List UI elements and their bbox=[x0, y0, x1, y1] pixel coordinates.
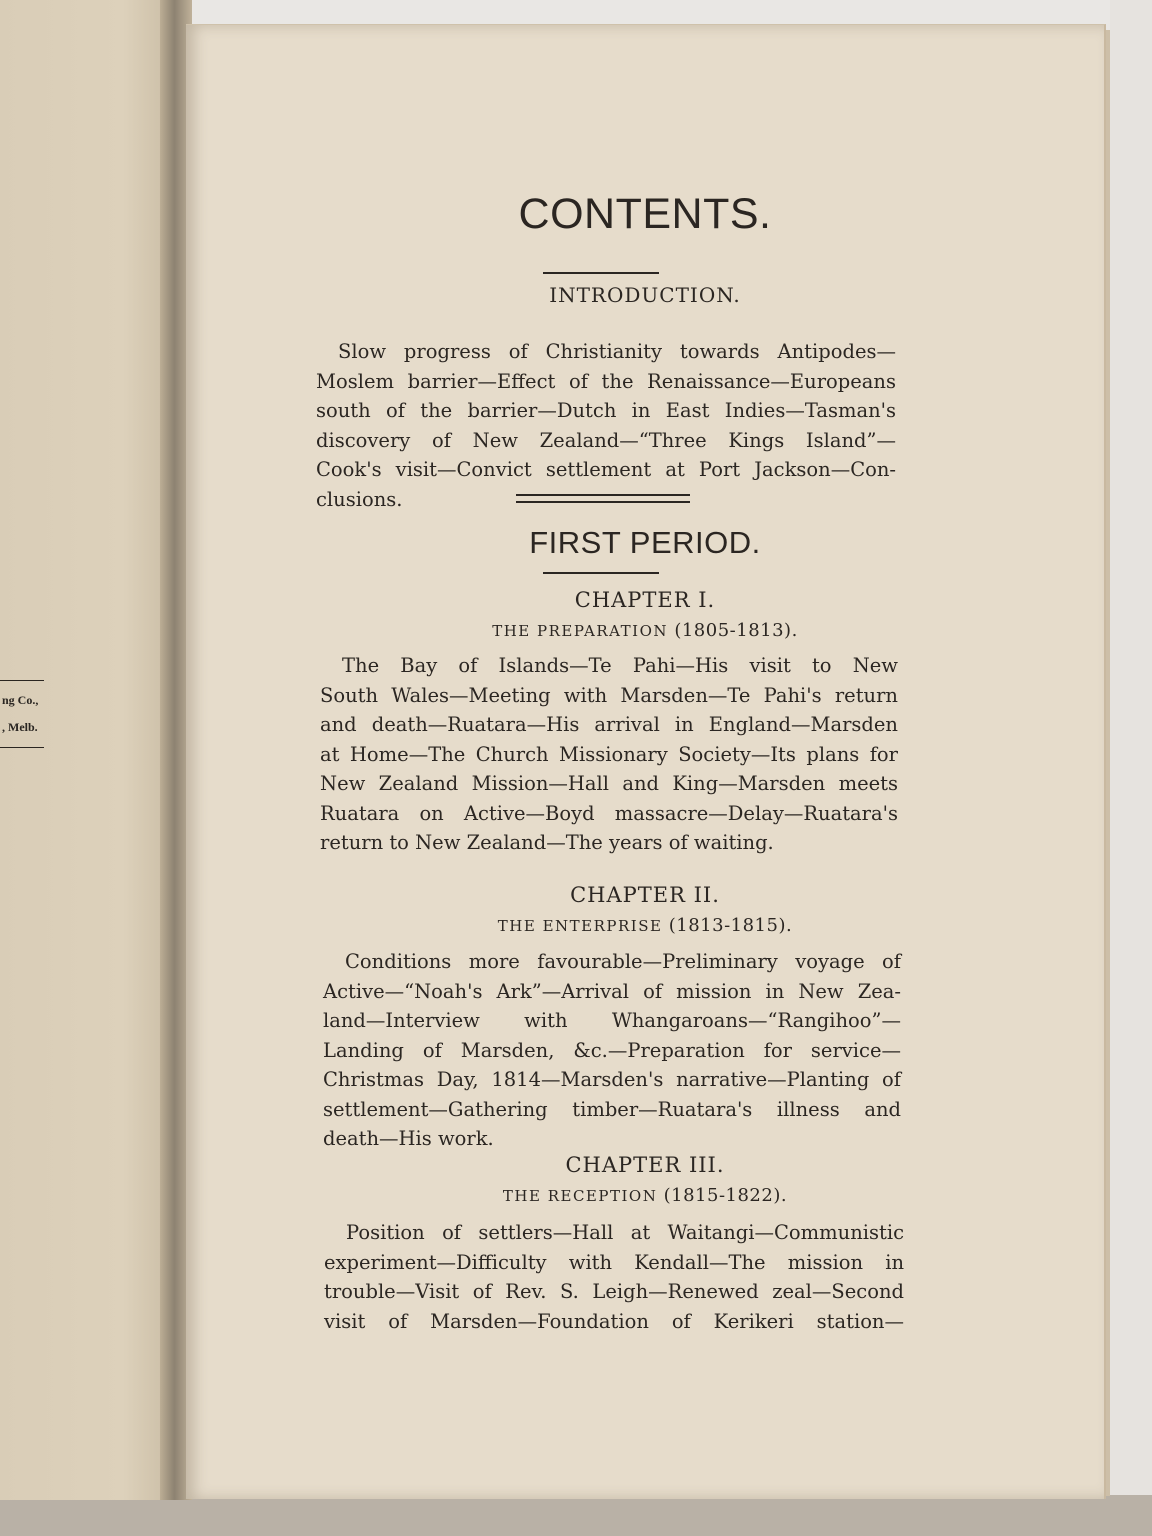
summary-line: at Home—The Church Missionary Society—Its plans for bbox=[320, 742, 898, 766]
summary-line: trouble—Visit of Rev. S. Leigh—Renewed zeal—Second bbox=[324, 1280, 904, 1303]
chapter-2-summary bbox=[323, 947, 901, 1154]
chapter-3-summary bbox=[324, 1218, 904, 1336]
chapter-2-years: (1813-1815). bbox=[668, 915, 793, 936]
left-page bbox=[0, 0, 176, 1500]
chapter-3-subtitle-text: THE RECEPTION bbox=[502, 1187, 658, 1205]
summary-line: clusions. bbox=[316, 487, 403, 511]
summary-line: Ruatara on Active—Boyd massacre—Delay—Ruatara's bbox=[320, 801, 898, 825]
period-rule bbox=[543, 572, 659, 574]
chapter-1-subtitle bbox=[186, 620, 1104, 641]
chapter-1-subtitle-text: THE PREPARATION bbox=[492, 622, 669, 640]
chapter-3-heading: CHAPTER III. bbox=[565, 1153, 725, 1177]
summary-line: experiment—Difficulty with Kendall—The mission in bbox=[324, 1250, 904, 1274]
chapter-1-summary bbox=[320, 651, 898, 858]
summary-line: Conditions more favourable—Preliminary voyage of bbox=[345, 950, 901, 973]
summary-line: New Zealand Mission—Hall and King—Marsden meets bbox=[320, 772, 898, 795]
chapter-2-subtitle-text: THE ENTERPRISE bbox=[497, 917, 663, 935]
chapter-3-subtitle bbox=[186, 1185, 1104, 1206]
left-page-rule bbox=[0, 680, 44, 681]
book-bottom-edge bbox=[0, 1495, 1152, 1536]
chapter-2-heading: CHAPTER II. bbox=[570, 883, 720, 907]
contents-page bbox=[186, 24, 1106, 1499]
chapter-3-years: (1815-1822). bbox=[663, 1185, 788, 1206]
left-page-text-fragment: , Melb. bbox=[2, 720, 38, 734]
summary-line: discovery of New Zealand—“Three Kings Island”— bbox=[316, 428, 896, 452]
summary-line: south of the barrier—Dutch in East Indies—Tasman's bbox=[316, 399, 896, 422]
summary-line: Active—“Noah's Ark”—Arrival of mission in New Zea- bbox=[323, 979, 901, 1003]
summary-line: Moslem barrier—Effect of the Renaissance—Europeans bbox=[316, 369, 896, 393]
background-right bbox=[1110, 0, 1152, 1536]
summary-line: Slow progress of Christianity towards Antipodes— bbox=[338, 340, 896, 363]
page-title: CONTENTS. bbox=[518, 190, 772, 238]
chapter-1-heading: CHAPTER I. bbox=[574, 588, 716, 612]
introduction-heading: INTRODUCTION. bbox=[549, 283, 741, 307]
summary-line: Christmas Day, 1814—Marsden's narrative—Planting of bbox=[323, 1068, 901, 1091]
summary-line: visit of Marsden—Foundation of Kerikeri station— bbox=[324, 1309, 904, 1333]
summary-line: settlement—Gathering timber—Ruatara's illness and bbox=[323, 1097, 901, 1121]
chapter-2-subtitle bbox=[186, 915, 1104, 936]
summary-line: death—His work. bbox=[323, 1127, 494, 1150]
summary-line: Cook's visit—Convict settlement at Port Jackson—Con- bbox=[316, 458, 896, 481]
left-page-rule bbox=[0, 747, 44, 748]
summary-line: return to New Zealand—The years of waiting. bbox=[320, 831, 774, 854]
summary-line: The Bay of Islands—Te Pahi—His visit to New bbox=[342, 654, 898, 677]
introduction-summary bbox=[316, 337, 896, 514]
title-rule bbox=[543, 272, 659, 274]
summary-line: Position of settlers—Hall at Waitangi—Communistic bbox=[346, 1221, 904, 1244]
section-double-rule bbox=[516, 494, 690, 503]
chapter-1-years: (1805-1813). bbox=[674, 620, 798, 641]
left-page-text-fragment: ng Co., bbox=[2, 693, 39, 707]
summary-line: land—Interview with Whangaroans—“Rangihoo”— bbox=[323, 1009, 901, 1032]
summary-line: South Wales—Meeting with Marsden—Te Pahi's return bbox=[320, 683, 898, 707]
summary-line: and death—Ruatara—His arrival in England—Marsden bbox=[320, 713, 898, 736]
period-heading: FIRST PERIOD. bbox=[529, 525, 761, 560]
summary-line: Landing of Marsden, &c.—Preparation for service— bbox=[323, 1038, 901, 1062]
